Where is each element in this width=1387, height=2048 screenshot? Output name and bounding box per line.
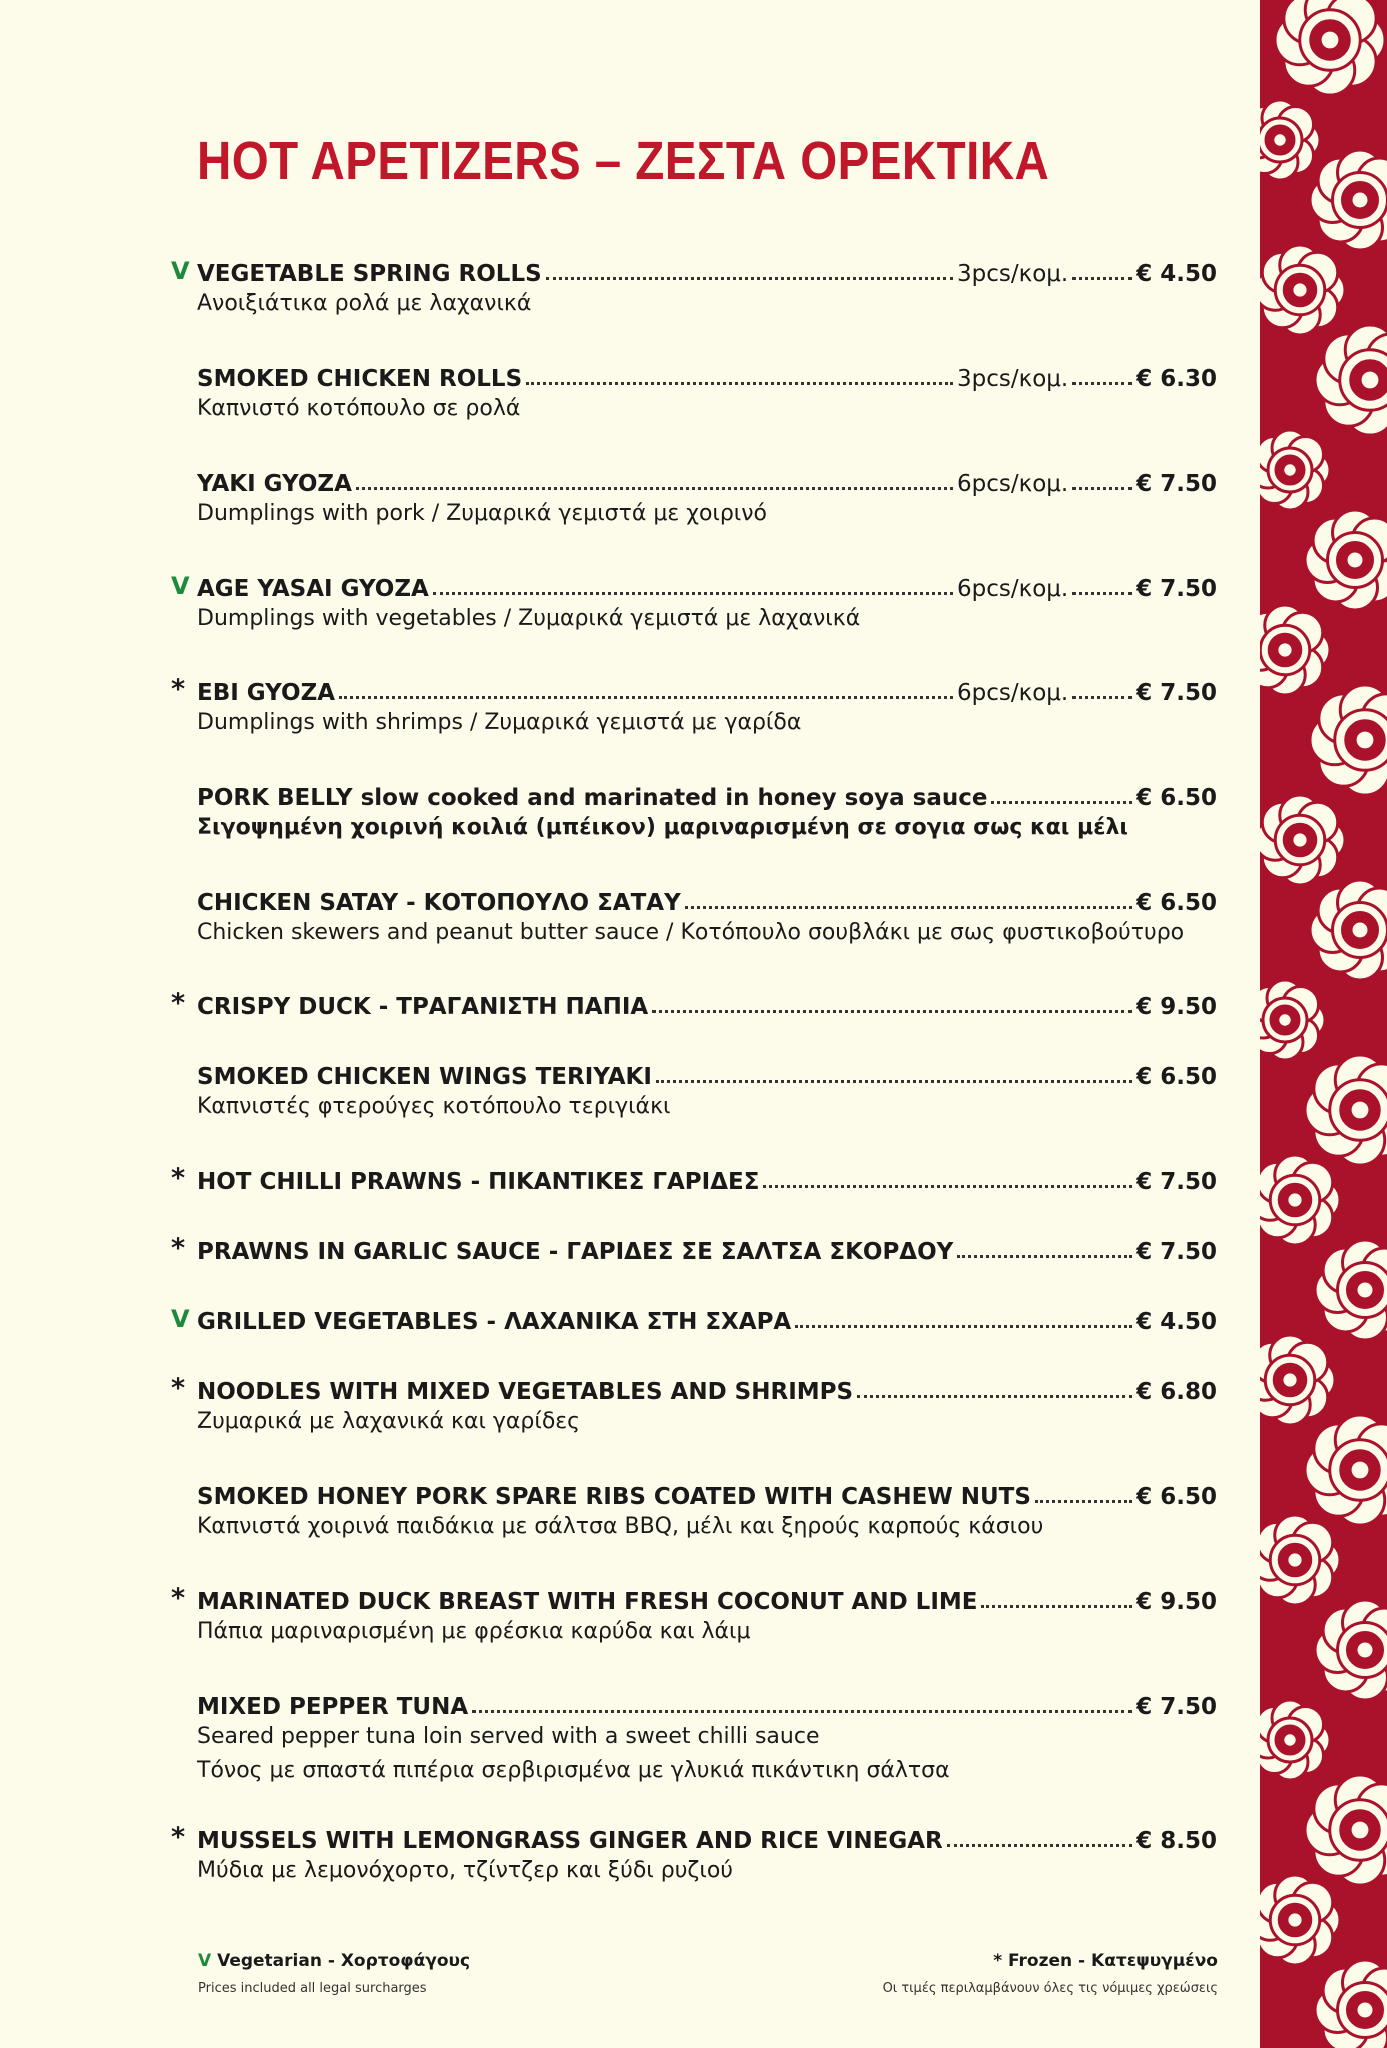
dot-leader [472, 1710, 1132, 1713]
menu-item-price: € 9.50 [1136, 994, 1217, 1020]
frozen-icon: * [171, 674, 186, 705]
menu-item-name: NOODLES WITH MIXED VEGETABLES AND SHRIMPS [197, 1379, 854, 1405]
frozen-icon: * [171, 1163, 186, 1194]
flower-motif [1305, 1415, 1387, 1525]
dot-leader [1072, 696, 1132, 699]
menu-item-description: Σιγοψημένη χοιρινή κοιλιά (μπέικον) μαριναρισμένη σε σογια σως και μέλι [197, 815, 1128, 840]
dot-leader [652, 1010, 1132, 1013]
dot-leader [991, 801, 1132, 804]
menu-item-line [197, 779, 1217, 811]
dot-leader [685, 906, 1132, 909]
flower-motif [1260, 245, 1345, 335]
dot-leader [1072, 382, 1132, 385]
menu-item-price: € 4.50 [1136, 1309, 1217, 1335]
menu-item-quantity: 3pcs/κομ. [957, 366, 1069, 392]
menu-item-name: SMOKED CHICKEN ROLLS [197, 366, 523, 392]
menu-item-quantity: 6pcs/κομ. [957, 576, 1069, 602]
menu-item-name: MARINATED DUCK BREAST WITH FRESH COCONUT AND LIME [197, 1589, 978, 1615]
menu-item-price: € 8.50 [1136, 1828, 1217, 1854]
flower-motif [1260, 980, 1325, 1060]
flower-motif [1310, 685, 1387, 795]
dot-leader [947, 1844, 1132, 1847]
dot-leader [339, 696, 953, 699]
menu-item-description: Καπνιστά χοιρινά παιδάκια με σάλτσα BBQ, μέλι και ξηρούς καρπούς κάσιου [197, 1514, 1044, 1539]
menu-item-line [197, 360, 1217, 392]
menu-item-description: Ζυμαρικά με λαχανικά και γαρίδες [197, 1409, 581, 1434]
dot-leader [857, 1395, 1132, 1398]
flower-motif [1305, 1775, 1387, 1885]
menu-item-line [197, 1583, 1217, 1615]
dot-leader [763, 1185, 1132, 1188]
flower-motif [1260, 1335, 1335, 1425]
dot-leader [356, 487, 953, 490]
dot-leader [546, 277, 953, 280]
vegetarian-legend-mark: V [198, 1951, 212, 1971]
prices-note-greek: Οι τιμές περιλαμβάνουν όλες τις νόμιμες χρεώσεις [882, 1981, 1218, 1996]
menu-item-description: Dumplings with pork / Ζυμαρικά γεμιστά με χοιρινό [197, 501, 768, 526]
menu-item-description: Chicken skewers and peanut butter sauce / Κοτόπουλο σουβλάκι με σως φυστικοβούτυρο [197, 920, 1185, 945]
flower-motif [1260, 1155, 1340, 1245]
flower-motif [1275, 0, 1385, 95]
frozen-legend: * Frozen - Κατεψυγμένο [993, 1951, 1218, 1971]
flower-motif [1260, 795, 1345, 885]
flower-motif [1305, 1055, 1387, 1165]
menu-item-line [197, 465, 1217, 497]
menu-item-name: YAKI GYOZA [197, 471, 352, 497]
menu-item-name: EBI GYOZA [197, 680, 336, 706]
flower-motif [1315, 1240, 1387, 1340]
flower-motif [1310, 880, 1387, 980]
frozen-icon: * [171, 1583, 186, 1614]
menu-item-line [197, 1688, 1217, 1720]
menu-item-name: MIXED PEPPER TUNA [197, 1694, 469, 1720]
menu-item-description: Καπνιστές φτερούγες κοτόπουλο τεριγιάκι [197, 1094, 671, 1119]
menu-item-price: € 7.50 [1136, 1239, 1217, 1265]
flower-motif [1310, 150, 1387, 250]
menu-item-description: Ανοιξιάτικα ρολά με λαχανικά [197, 291, 532, 316]
menu-item-name: CRISPY DUCK - ΤΡΑΓΑΝΙΣΤΗ ΠΑΠΙΑ [197, 994, 649, 1020]
menu-item-name: PRAWNS IN GARLIC SAUCE - ΓΑΡΙΔΕΣ ΣΕ ΣΑΛΤΣΑ ΣΚΟΡΔΟΥ [197, 1239, 954, 1265]
menu-item-line [197, 255, 1217, 287]
menu-item-line [197, 1163, 1217, 1195]
menu-item-line [197, 674, 1217, 706]
flower-motif [1315, 325, 1387, 435]
menu-item-price: € 7.50 [1136, 1169, 1217, 1195]
menu-item-name: AGE YASAI GYOZA [197, 576, 429, 602]
menu-item-price: € 7.50 [1136, 471, 1217, 497]
menu-item-name: MUSSELS WITH LEMONGRASS GINGER AND RICE VINEGAR [197, 1828, 943, 1854]
frozen-icon: * [171, 988, 186, 1019]
vegetarian-icon: V [171, 257, 190, 285]
menu-item-description: Καπνιστό κοτόπουλο σε ρολά [197, 396, 521, 421]
menu-item-price: € 6.50 [1136, 1064, 1217, 1090]
flower-motif [1305, 510, 1387, 610]
menu-item-price: € 9.50 [1136, 1589, 1217, 1615]
menu-item-quantity: 6pcs/κομ. [957, 471, 1069, 497]
menu-item-price: € 4.50 [1136, 261, 1217, 287]
menu-item-price: € 6.80 [1136, 1379, 1217, 1405]
menu-item-name: SMOKED HONEY PORK SPARE RIBS COATED WITH CASHEW NUTS [197, 1484, 1031, 1510]
menu-item-line [197, 570, 1217, 602]
menu-item-name: HOT CHILLI PRAWNS - ΠΙΚΑΝΤΙΚΕΣ ΓΑΡΙΔΕΣ [197, 1169, 760, 1195]
menu-item-line [197, 1058, 1217, 1090]
menu-item-description: Τόνος με σπαστά πιπέρια σερβιρισμένα με γλυκιά πικάντικη σάλτσα [197, 1758, 950, 1783]
frozen-icon: * [171, 1822, 186, 1853]
menu-item-price: € 7.50 [1136, 576, 1217, 602]
flower-motif [1315, 1600, 1387, 1700]
menu-item-line [197, 1822, 1217, 1854]
dot-leader [1035, 1500, 1132, 1503]
dot-leader [1072, 277, 1132, 280]
dot-leader [795, 1325, 1132, 1328]
menu-item-quantity: 3pcs/κομ. [957, 261, 1069, 287]
dot-leader [656, 1080, 1132, 1083]
dot-leader [1072, 487, 1132, 490]
menu-item-price: € 6.30 [1136, 366, 1217, 392]
menu-item-name: CHICKEN SATAY - ΚΟΤΟΠΟΥΛΟ ΣΑΤΑΥ [197, 890, 681, 916]
menu-item-line [197, 1478, 1217, 1510]
flower-motif [1260, 1875, 1340, 1965]
menu-item-price: € 7.50 [1136, 1694, 1217, 1720]
menu-item-line [197, 1303, 1217, 1335]
vegetarian-icon: V [171, 1305, 190, 1333]
menu-item-description: Seared pepper tuna loin served with a sweet chilli sauce [197, 1724, 820, 1749]
menu-item-line [197, 988, 1217, 1020]
menu-item-line [197, 884, 1217, 916]
menu-item-name: VEGETABLE SPRING ROLLS [197, 261, 542, 287]
prices-note: Prices included all legal surcharges [198, 1981, 427, 1996]
menu-item-name: PORK BELLY slow cooked and marinated in honey soya sauce [197, 785, 988, 811]
vegetarian-legend-label: Vegetarian - Χορτοφάγους [217, 1951, 471, 1971]
floral-pattern-border [1260, 0, 1387, 2048]
page-title: HOT APETIZERS – ΖΕΣΤΑ ΟΡΕΚΤΙΚΑ [197, 131, 1050, 191]
flower-motif [1315, 1960, 1387, 2048]
dot-leader [981, 1605, 1132, 1608]
floral-pattern-graphic [1260, 0, 1387, 2048]
menu-item-quantity: 6pcs/κομ. [957, 680, 1069, 706]
menu-item-line [197, 1373, 1217, 1405]
menu-item-price: € 6.50 [1136, 1484, 1217, 1510]
flower-motif [1260, 100, 1320, 180]
dot-leader [957, 1255, 1132, 1258]
frozen-icon: * [171, 1233, 186, 1264]
menu-item-description: Πάπια μαριναρισμένη με φρέσκια καρύδα και λάιμ [197, 1619, 751, 1644]
flower-motif [1260, 605, 1330, 695]
vegetarian-icon: V [171, 572, 190, 600]
dot-leader [1072, 592, 1132, 595]
menu-item-price: € 6.50 [1136, 890, 1217, 916]
frozen-icon: * [171, 1373, 186, 1404]
menu-item-line [197, 1233, 1217, 1265]
menu-item-description: Dumplings with shrimps / Ζυμαρικά γεμιστά με γαρίδα [197, 710, 802, 735]
flower-motif [1260, 1700, 1330, 1780]
dot-leader [433, 592, 953, 595]
menu-item-description: Μύδια με λεμονόχορτο, τζίντζερ και ξύδι ρυζιού [197, 1858, 734, 1883]
flower-motif [1260, 1515, 1340, 1605]
vegetarian-legend [198, 1951, 470, 1971]
dot-leader [526, 382, 953, 385]
menu-item-description: Dumplings with vegetables / Ζυμαρικά γεμιστά με λαχανικά [197, 606, 861, 631]
menu-item-name: GRILLED VEGETABLES - ΛΑΧΑΝΙΚΑ ΣΤΗ ΣΧΑΡΑ [197, 1309, 792, 1335]
menu-item-price: € 7.50 [1136, 680, 1217, 706]
menu-item-name: SMOKED CHICKEN WINGS TERIYAKI [197, 1064, 652, 1090]
flower-motif [1260, 430, 1330, 510]
menu-item-price: € 6.50 [1136, 785, 1217, 811]
